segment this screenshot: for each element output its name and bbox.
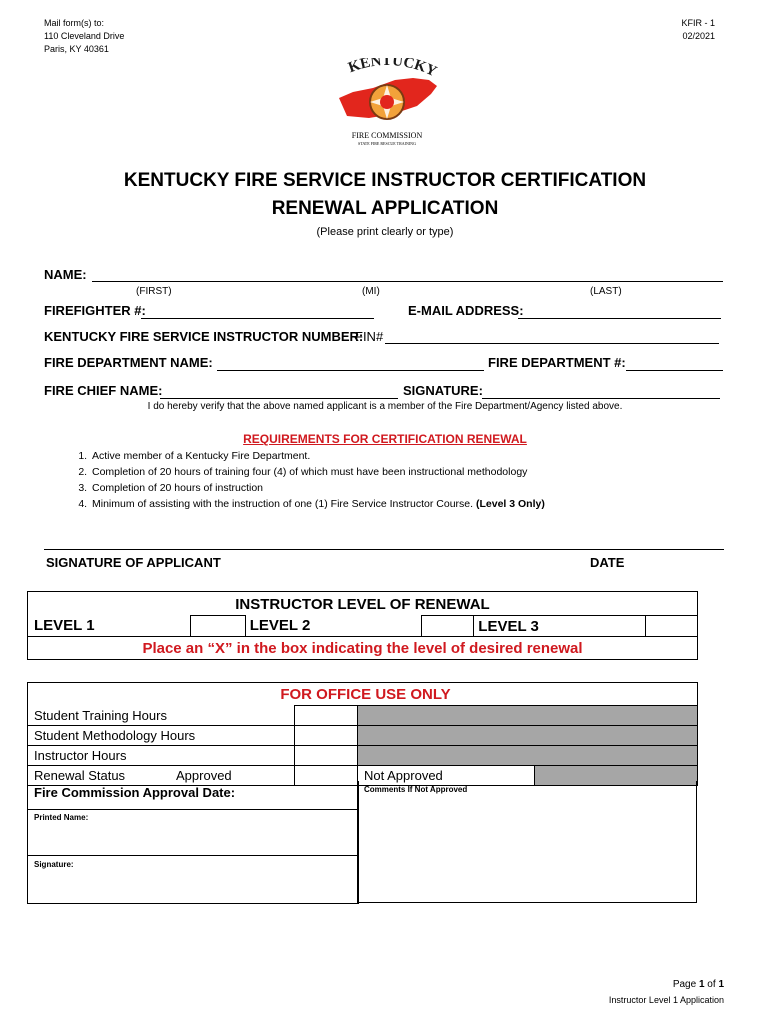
list-item: 1. Active member of a Kentucky Fire Department. [90, 448, 730, 464]
level3-checkbox[interactable] [645, 616, 697, 637]
student-methodology-input[interactable] [295, 726, 358, 746]
fin-field[interactable] [385, 343, 719, 344]
applicant-signature-line[interactable] [44, 549, 724, 550]
firefighter-number-label: FIREFIGHTER #: [44, 303, 146, 318]
comments-block[interactable] [357, 781, 697, 903]
page-total: 1 [718, 979, 724, 990]
office-use-heading: FOR OFFICE USE ONLY [28, 683, 698, 706]
name-field[interactable] [92, 281, 723, 282]
approval-date-label: Fire Commission Approval Date: [34, 785, 236, 800]
requirements-list [54, 448, 730, 512]
approval-block [27, 781, 359, 904]
chief-name-label: FIRE CHIEF NAME: [44, 383, 163, 398]
student-training-input[interactable] [295, 706, 358, 726]
list-item: 2. Completion of 20 hours of training four (4) of which must have been instructional methodology [90, 464, 730, 480]
approved-label: Approved [170, 766, 295, 786]
gray-cell [358, 746, 698, 766]
dept-number-field[interactable] [626, 370, 723, 371]
page-of: of [704, 979, 719, 990]
applicant-signature-label: SIGNATURE OF APPLICANT [46, 555, 221, 570]
level3-note: (Level 3 Only) [475, 498, 545, 510]
mail-line: 110 Cleveland Drive [44, 31, 125, 41]
chief-signature-label: SIGNATURE: [403, 383, 483, 398]
page-current: 1 [698, 979, 705, 990]
mail-line: Mail form(s) to: [44, 18, 105, 28]
chief-name-field[interactable] [160, 398, 398, 399]
dept-name-field[interactable] [217, 370, 484, 371]
logo-line1: FIRE COMMISSION [351, 131, 423, 140]
dept-name-label: FIRE DEPARTMENT NAME: [44, 355, 213, 370]
list-item: 3. Completion of 20 hours of instruction [90, 480, 730, 496]
logo-line2: STATE FIRE RESCUE TRAINING [358, 141, 416, 146]
middle-initial-hint: (MI) [362, 286, 380, 297]
page-prefix: Page [672, 979, 699, 990]
title-line2: RENEWAL APPLICATION [271, 198, 499, 219]
list-item [90, 496, 730, 512]
office-signature-field[interactable] [34, 865, 354, 901]
level2-label: LEVEL 2 [245, 616, 421, 637]
name-label: NAME: [44, 267, 87, 282]
last-name-hint: (LAST) [590, 286, 622, 297]
mail-line: Paris, KY 40361 [44, 44, 109, 54]
print-note: (Please print clearly or type) [316, 226, 454, 238]
email-field[interactable] [518, 318, 721, 319]
page-number [560, 979, 724, 990]
instructor-hours-label: Instructor Hours [28, 746, 295, 766]
dept-number-label: FIRE DEPARTMENT #: [488, 355, 626, 370]
level1-label: LEVEL 1 [28, 616, 191, 637]
first-name-hint: (FIRST) [136, 286, 172, 297]
instructor-hours-input[interactable] [295, 746, 358, 766]
signature-label: Signature: [34, 860, 74, 869]
renewal-status-label: Renewal Status [28, 766, 171, 786]
student-methodology-label: Student Methodology Hours [28, 726, 295, 746]
not-approved-label: Not Approved [358, 766, 535, 786]
office-use-table [27, 682, 698, 786]
firefighter-number-field[interactable] [141, 318, 374, 319]
svg-text:KENTUCKY [346, 58, 439, 80]
level1-checkbox[interactable] [190, 616, 245, 637]
chief-signature-field[interactable] [482, 398, 720, 399]
instructor-number-label: KENTUCKY FIRE SERVICE INSTRUCTOR NUMBER: [44, 329, 364, 344]
level2-checkbox[interactable] [422, 616, 474, 637]
requirements-heading: REQUIREMENTS FOR CERTIFICATION RENEWAL [243, 432, 527, 446]
printed-name-label: Printed Name: [34, 813, 89, 822]
date-label: DATE [590, 555, 625, 570]
verification-statement: I do hereby verify that the above named applicant is a member of the Fire Department/Agency listed above. [147, 401, 623, 412]
printed-name-field[interactable] [34, 817, 354, 855]
requirement-text: Minimum of assisting with the instruction of one (1) Fire Service Instructor Course. [92, 498, 474, 510]
level-instruction: Place an “X” in the box indicating the level of desired renewal [28, 637, 698, 660]
form-identifier [640, 17, 715, 43]
gray-cell [358, 726, 698, 746]
document-name: Instructor Level 1 Application [608, 995, 724, 1005]
level-table-heading: INSTRUCTOR LEVEL OF RENEWAL [28, 592, 698, 616]
kentucky-fire-commission-logo [333, 58, 441, 148]
form-code: KFIR - 1 [681, 18, 715, 28]
gray-cell [358, 706, 698, 726]
mailing-address [44, 17, 124, 56]
level3-label: LEVEL 3 [474, 616, 645, 637]
comments-label: Comments If Not Approved [364, 785, 468, 794]
title-line1: KENTUCKY FIRE SERVICE INSTRUCTOR CERTIFICATION [123, 170, 647, 191]
level-table [27, 591, 698, 660]
logo-top-text: KENTUCKY [346, 58, 440, 81]
form-date: 02/2021 [682, 31, 715, 41]
student-training-label: Student Training Hours [28, 706, 295, 726]
email-label: E-MAIL ADDRESS: [408, 303, 524, 318]
fin-label: FIN# [355, 329, 384, 344]
